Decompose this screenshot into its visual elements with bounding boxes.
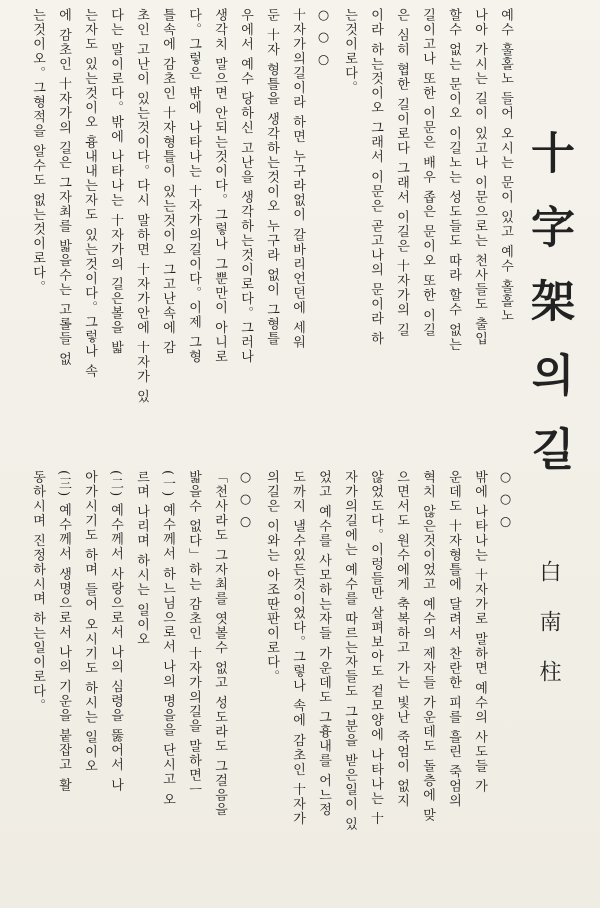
top-paragraph-line: 둔 十자 형틀을 생각하는것이오 누구라 없이 그형틀 [264, 8, 279, 347]
top-paragraph-line: 이라 하는것이오 그래서 이문은 곧고나의 문이라 하 [368, 8, 383, 347]
top-paragraph-line: 초인 고난이 있는것이다。다시 말하면 十자가안에 十자가 있 [134, 8, 149, 405]
bottom-paragraph [8, 470, 518, 900]
top-paragraph-line: ○ ○ ○ [316, 8, 331, 69]
top-paragraph-line: 十자가의길이라 하면 누구라없이 갈바리언던에 세워 [290, 8, 305, 350]
top-paragraph-line: 예수 훌홀노 들어 오시는 문이 있고 예수 홀홀노 [498, 8, 513, 323]
top-paragraph-line: 는것이오。그형적을 알수도 없는것이로다。 [30, 8, 45, 295]
bottom-paragraph-line: ○ ○ ○ [238, 470, 253, 531]
bottom-paragraph-line: (一) 예수께서 하느님으로서 나의 명을을 단시고 오 [160, 470, 175, 807]
bottom-paragraph-line: ○ ○ ○ [498, 470, 513, 531]
bottom-paragraph-line: 「천사라도 그자최를 엿볼수 없고 성도라도 그걸음을 [212, 470, 227, 818]
top-paragraph-line: 길이고나 또한 이문은 배우 좁은 문이오 또한 이길 [420, 8, 435, 338]
bottom-paragraph-line: 밟을수 없다」하는 감초인 十자가의길을 말하면ㅡ [186, 470, 201, 798]
top-paragraph-line: 틀속에 감초인 十자형틀이 있는것이오 그고난속에 감 [160, 8, 175, 356]
bottom-paragraph-line: 운데도 十자형틀에 달려서 찬란한 피를 흘린 죽엄의 [446, 470, 461, 809]
bottom-paragraph-line: 의길은 이와는 아조딴판이로다。 [264, 470, 279, 685]
author-name: 白南柱 [536, 560, 561, 710]
bottom-paragraph-line: 밖에 나타나는 十자가로 말하면 예수의 사도들 가 [472, 470, 487, 794]
bottom-paragraph-line: 었고 예수를 사모하는자들 가운데도 그흉내를 어느정 [316, 470, 331, 818]
bottom-paragraph-line: 르며 나리며 하시는 일이오 [134, 470, 149, 647]
bottom-paragraph-line: 으면서도 원수에게 축복하고 가는 빛난 죽엄이 없지 [394, 470, 409, 809]
bottom-paragraph-line: 않었도다。이렁들만 살펴보아도 겉모양에 나타나는 十 [368, 470, 383, 827]
bottom-paragraph-line: 아가시기도 하며 들어 오시기도 하시는 일이오 [82, 470, 97, 774]
article-title: 十字架의길 [523, 130, 574, 500]
bottom-paragraph-line: 혁치 않은것이었고 예수의 제자들 가운데도 돌층에 맞 [420, 470, 435, 823]
top-paragraph-line: 는것이로다。 [342, 8, 357, 95]
bottom-paragraph-line: 동하시며 진정하시며 하는일이로다。 [30, 470, 45, 714]
top-paragraph-line: 는자도 있는것이오 흉내내는자도 있는것이다。그렇나 속 [82, 8, 97, 379]
top-paragraph-line: 우에서 예수 당하신 고난을 생각하는것이로다。그러나 [238, 8, 253, 365]
top-paragraph-line: 생각치 말으면 안되는것이다。그렇나 그뿐만이 아니로 [212, 8, 227, 365]
bottom-paragraph-line: 도까지 낼수있든것이었다。그렇나 속에 감초인 十자가 [290, 470, 305, 827]
top-paragraph-line: 할수 없는 문이오 이길노는 성도들도 따라 할수 없는 [446, 8, 461, 352]
bottom-paragraph-line: (二) 예수께서 사랑으로서 나의 심령을 뚫어서 나 [108, 470, 123, 793]
top-paragraph [8, 8, 518, 408]
top-paragraph-line: 에 감초인 十자가의 길은 그자최를 밟을수는 고롤들 없 [56, 8, 71, 367]
bottom-paragraph-line: (三) 예수께서 생명으로서 나의 기운을 붙잡고 활 [56, 470, 71, 793]
top-paragraph-line: 다。그렇은 밖에 나타나는 十자가의길이다。이제 그형 [186, 8, 201, 365]
top-paragraph-line: 은 심히 협한 길이로다 그래서 이길은 十자가의 길 [394, 8, 409, 338]
bottom-paragraph-line: 자가의길에는 예수를 따르는자들도 그분을 받은일이 있 [342, 470, 357, 832]
top-paragraph-line: 다는 말이로다。밖에 나타나는 十자가의 길은볼을 밟 [108, 8, 123, 356]
top-paragraph-line: 나아 가시는 길이 있고나 이문으로는 천사들도 출입 [472, 8, 487, 347]
